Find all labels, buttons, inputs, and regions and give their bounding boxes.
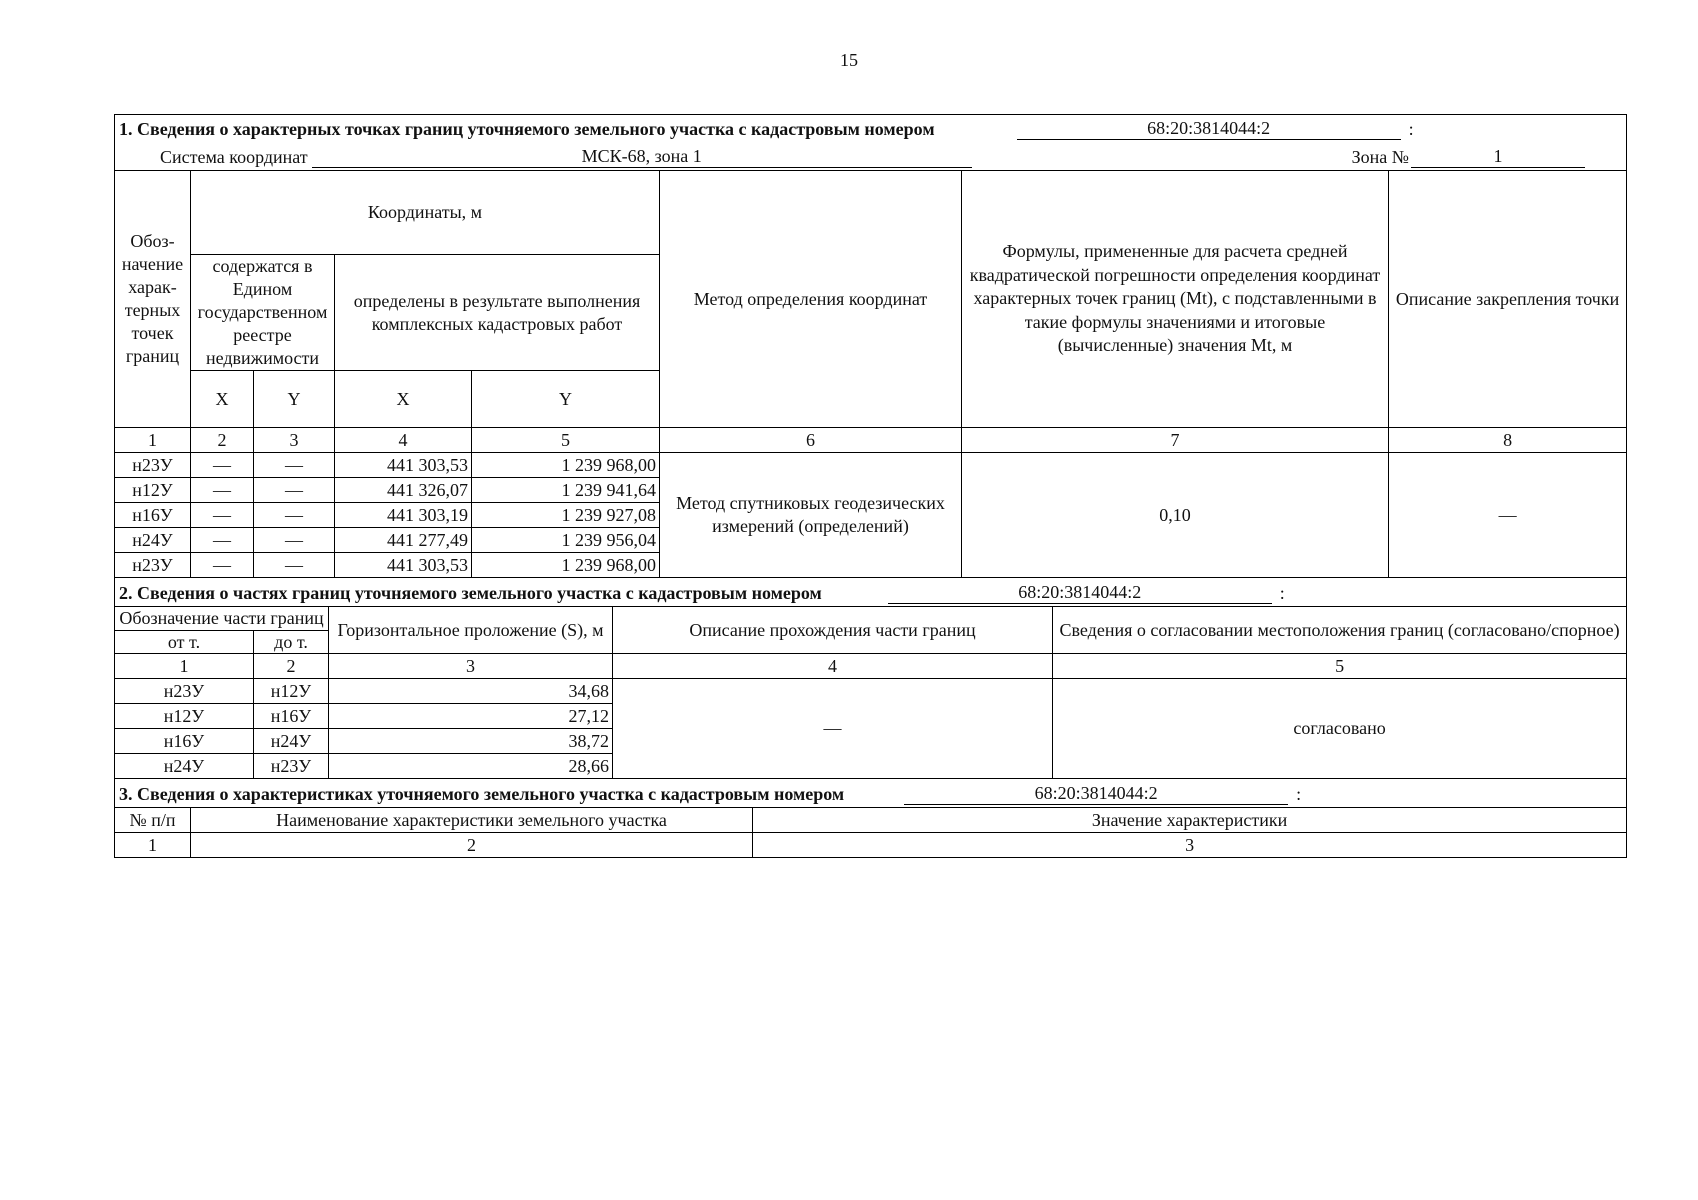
egrn-y: —	[254, 528, 335, 553]
section1-title: 1. Сведения о характерных точках границ уточняемого земельного участка с кадастровым номером	[119, 119, 935, 139]
s1-colnum: 8	[1389, 428, 1627, 453]
section3-colon: :	[1296, 784, 1302, 804]
s2-colnum: 1	[115, 654, 254, 679]
s1-head-y1: Y	[254, 371, 335, 428]
s3-colnum: 3	[753, 833, 1627, 858]
method-value: Метод спутниковых геодезических измерений (определений)	[660, 453, 962, 578]
s1-colnum: 4	[335, 428, 472, 453]
s3-colnum: 1	[115, 833, 191, 858]
s1-colnum: 1	[115, 428, 191, 453]
kkr-y: 1 239 941,64	[472, 478, 660, 503]
egrn-y: —	[254, 553, 335, 578]
egrn-x: —	[191, 503, 254, 528]
egrn-x: —	[191, 453, 254, 478]
section2-header-row	[115, 578, 1627, 607]
kkr-y: 1 239 968,00	[472, 453, 660, 478]
s2-head-row-1	[115, 607, 1627, 631]
kkr-x: 441 303,53	[335, 553, 472, 578]
zone-value: 1	[1411, 146, 1585, 168]
part-to: н24У	[254, 729, 329, 754]
s3-head-row	[115, 808, 1627, 833]
part-length: 28,66	[329, 754, 613, 779]
s1-head-x2: X	[335, 371, 472, 428]
s1-colnum: 6	[660, 428, 962, 453]
s2-head-agree: Сведения о согласовании местоположения границ (согласовано/спорное)	[1053, 607, 1627, 654]
coord-system-label: Система координат	[160, 147, 308, 167]
cadastral-document-table	[114, 114, 1627, 858]
kkr-x: 441 326,07	[335, 478, 472, 503]
s1-colnum-row	[115, 428, 1627, 453]
kkr-x: 441 277,49	[335, 528, 472, 553]
s1-head-row-1	[115, 171, 1627, 255]
s1-colnum: 5	[472, 428, 660, 453]
s1-colnum: 7	[962, 428, 1389, 453]
part-from: н12У	[115, 704, 254, 729]
mt-value: 0,10	[962, 453, 1389, 578]
coord-system-value: МСК-68, зона 1	[312, 146, 972, 168]
egrn-y: —	[254, 478, 335, 503]
s3-head-num: № п/п	[115, 808, 191, 833]
egrn-x: —	[191, 528, 254, 553]
egrn-y: —	[254, 503, 335, 528]
point-id: н23У	[115, 553, 191, 578]
s2-colnum: 3	[329, 654, 613, 679]
s1-colnum: 3	[254, 428, 335, 453]
part-length: 38,72	[329, 729, 613, 754]
s2-head-horiz: Горизонтальное проложение (S), м	[329, 607, 613, 654]
part-to: н12У	[254, 679, 329, 704]
section2-colon: :	[1279, 583, 1285, 603]
s2-colnum: 5	[1053, 654, 1627, 679]
section2-cadastral-number: 68:20:3814044:2	[888, 582, 1272, 604]
s2-colnum: 2	[254, 654, 329, 679]
s1-head-fix: Описание закрепления точки	[1389, 171, 1627, 428]
s2-colnum: 4	[613, 654, 1053, 679]
s3-head-name: Наименование характеристики земельного участка	[191, 808, 753, 833]
s1-head-point: Обоз-начение харак-терных точек границ	[115, 171, 191, 428]
agreement-status: согласовано	[1053, 679, 1627, 779]
part-from: н24У	[115, 754, 254, 779]
page-number: 15	[840, 50, 858, 70]
section3-header-row	[115, 779, 1627, 808]
egrn-x: —	[191, 478, 254, 503]
zone-label: Зона №	[1351, 147, 1409, 167]
section3-title: 3. Сведения о характеристиках уточняемого земельного участка с кадастровым номером	[119, 784, 845, 804]
s2-colnum-row	[115, 654, 1627, 679]
part-from: н16У	[115, 729, 254, 754]
s3-head-value: Значение характеристики	[753, 808, 1627, 833]
s1-head-y2: Y	[472, 371, 660, 428]
point-id: н23У	[115, 453, 191, 478]
s2-head-to: до т.	[254, 631, 329, 654]
part-description: —	[613, 679, 1053, 779]
s1-head-formula: Формулы, примененные для расчета средней квадратической погрешности определения координат характерных точек границ (Mt), с подставленными в такие формулы значениями и итоговые (вычисленные) значения Mt, м	[962, 171, 1389, 428]
s1-head-coords: Координаты, м	[191, 171, 660, 255]
kkr-y: 1 239 968,00	[472, 553, 660, 578]
s2-head-part: Обозначение части границ	[115, 607, 329, 631]
s1-point-row	[115, 453, 1627, 478]
s1-head-x1: X	[191, 371, 254, 428]
fix-value: —	[1389, 453, 1627, 578]
point-id: н12У	[115, 478, 191, 503]
kkr-y: 1 239 956,04	[472, 528, 660, 553]
part-to: н23У	[254, 754, 329, 779]
point-id: н16У	[115, 503, 191, 528]
s3-colnum-row	[115, 833, 1627, 858]
section1-cadastral-number: 68:20:3814044:2	[1017, 118, 1401, 140]
section3-cadastral-number: 68:20:3814044:2	[904, 783, 1288, 805]
section1-colon: :	[1408, 119, 1414, 139]
part-from: н23У	[115, 679, 254, 704]
point-id: н24У	[115, 528, 191, 553]
section2-title: 2. Сведения о частях границ уточняемого земельного участка с кадастровым номером	[119, 583, 822, 603]
egrn-y: —	[254, 453, 335, 478]
kkr-x: 441 303,19	[335, 503, 472, 528]
s2-head-desc: Описание прохождения части границ	[613, 607, 1053, 654]
s1-colnum: 2	[191, 428, 254, 453]
kkr-x: 441 303,53	[335, 453, 472, 478]
section1-header-row	[115, 115, 1627, 143]
part-length: 27,12	[329, 704, 613, 729]
part-to: н16У	[254, 704, 329, 729]
s2-head-from: от т.	[115, 631, 254, 654]
part-length: 34,68	[329, 679, 613, 704]
s2-part-row	[115, 679, 1627, 704]
s1-head-egrn: содержатся в Едином государственном реестре недвижимости	[191, 255, 335, 371]
s3-colnum: 2	[191, 833, 753, 858]
kkr-y: 1 239 927,08	[472, 503, 660, 528]
s1-head-kkr: определены в результате выполнения комплексных кадастровых работ	[335, 255, 660, 371]
s1-head-method: Метод определения координат	[660, 171, 962, 428]
egrn-x: —	[191, 553, 254, 578]
coord-system-row	[115, 142, 1627, 171]
